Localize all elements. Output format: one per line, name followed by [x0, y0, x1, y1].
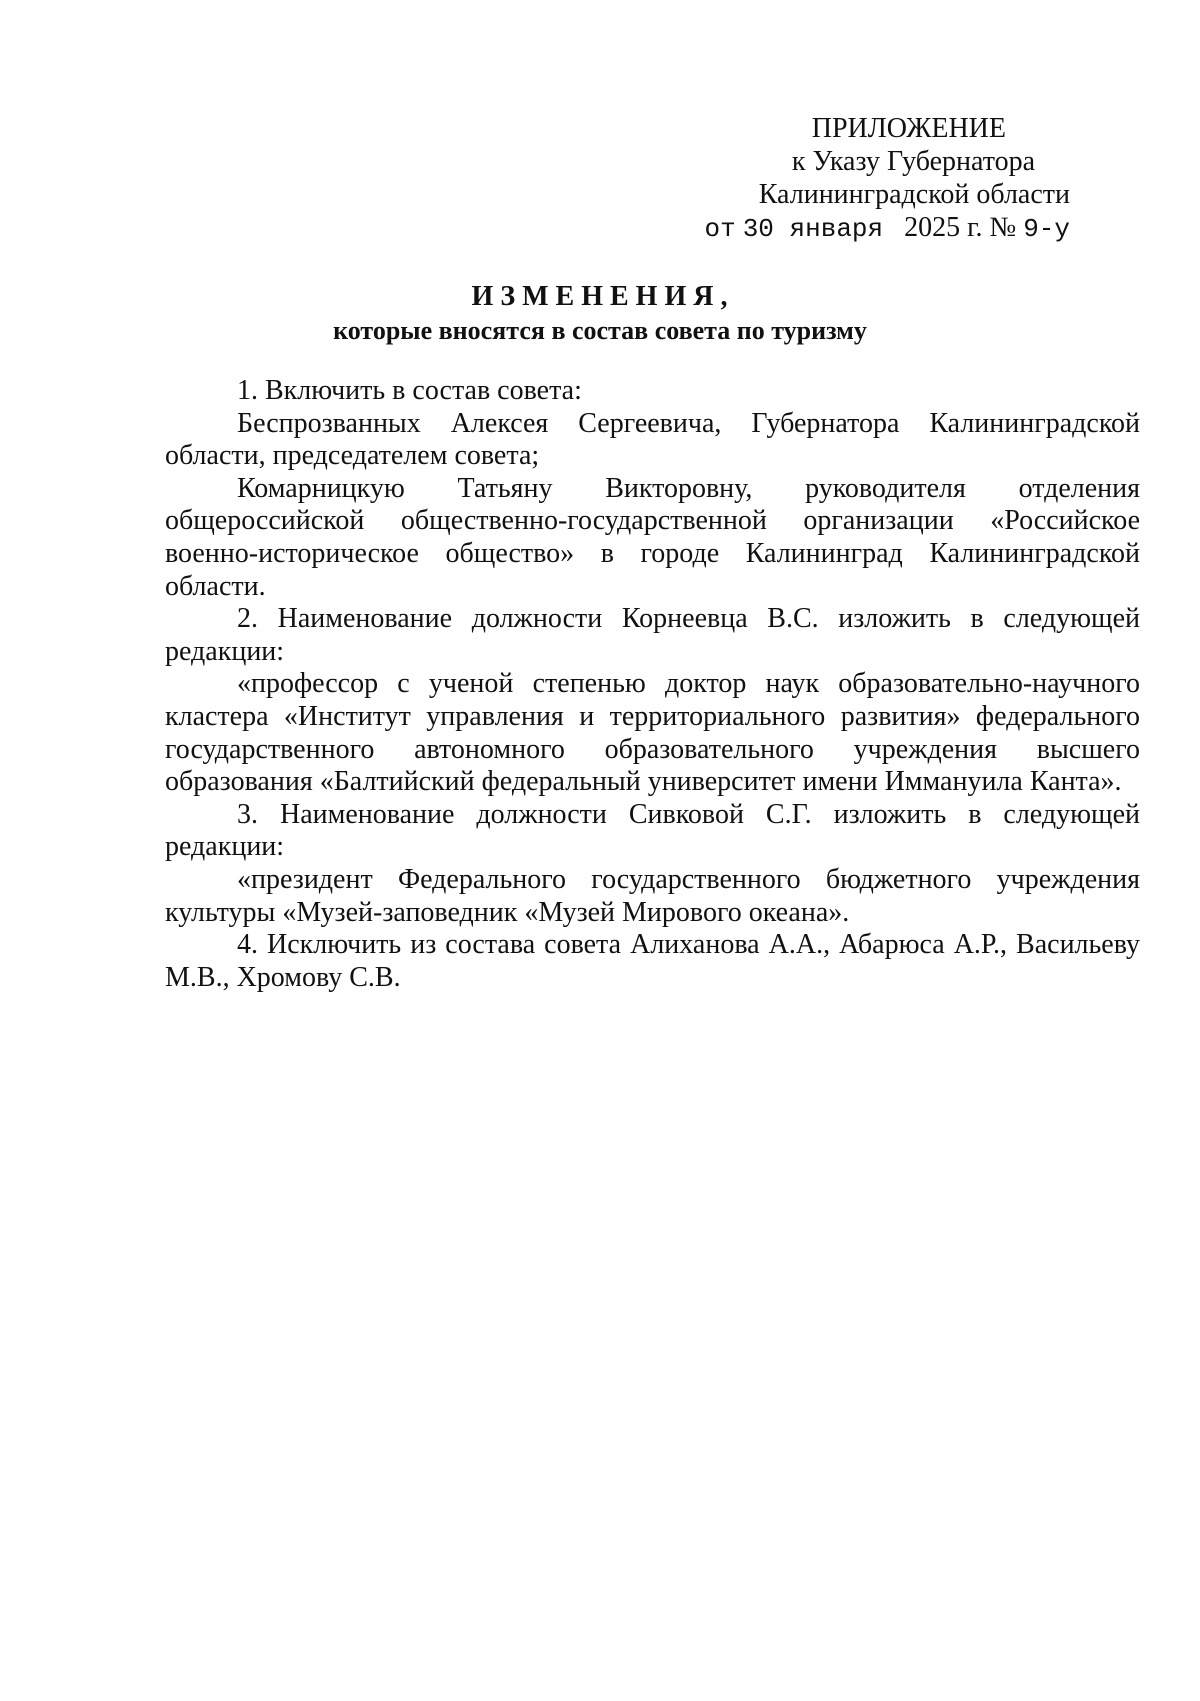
- heading-subtitle: которые вносятся в состав совета по туризму: [333, 316, 867, 345]
- appendix-decree-ref: к Указу Губернатора: [791, 146, 1035, 177]
- appendix-title: ПРИЛОЖЕНИЕ: [811, 113, 1006, 144]
- item-3-position: «президент Федерального государственного бюджетного учреждения культуры «Музей-заповедник «Музей Мирового океана».: [165, 863, 1140, 928]
- item-3-header: 3. Наименование должности Сивковой С.Г. изложить в следующей редакции:: [165, 798, 1140, 863]
- appendix-date-line: [650, 211, 1070, 246]
- document-heading: [0, 280, 1200, 347]
- item-1-member-1: Беспрозванных Алексея Сергеевича, Губернатора Калининградской области, председателем совета;: [165, 407, 1140, 472]
- appendix-region: Калининградской области: [758, 179, 1070, 210]
- date-value: 30 января: [742, 214, 884, 244]
- item-1-header: 1. Включить в состав совета:: [237, 375, 582, 406]
- date-year: 2025 г. №: [904, 212, 1017, 243]
- item-2-header: 2. Наименование должности Корнеевца В.С. изложить в следующей редакции:: [165, 603, 1140, 667]
- item-2-position: «профессор с ученой степенью доктор наук образовательно-научного кластера «Институт управления и территориального развития» федерального государственного автономного образовательного учреждения высшего образования «Балтийский федеральный университет имени Иммануила Канта».: [165, 668, 1140, 798]
- item-1-member-2: Комарницкую Татьяну Викторовну, руководителя отделения общероссийской общественно-государственной организации «Российское военно-историческое общество» в городе Калининград Калининградской области.: [165, 472, 1140, 602]
- heading-title: ИЗМЕНЕНИЯ,: [471, 281, 735, 312]
- appendix-block: [650, 112, 1070, 246]
- decree-number: 9-у: [1023, 214, 1070, 244]
- date-prefix: от: [704, 214, 736, 244]
- document-body: [165, 375, 1140, 994]
- item-4-exclusion: 4. Исключить из состава совета Алиханова А.А., Абарюса А.Р., Васильеву М.В., Хромову С.В.: [165, 929, 1140, 993]
